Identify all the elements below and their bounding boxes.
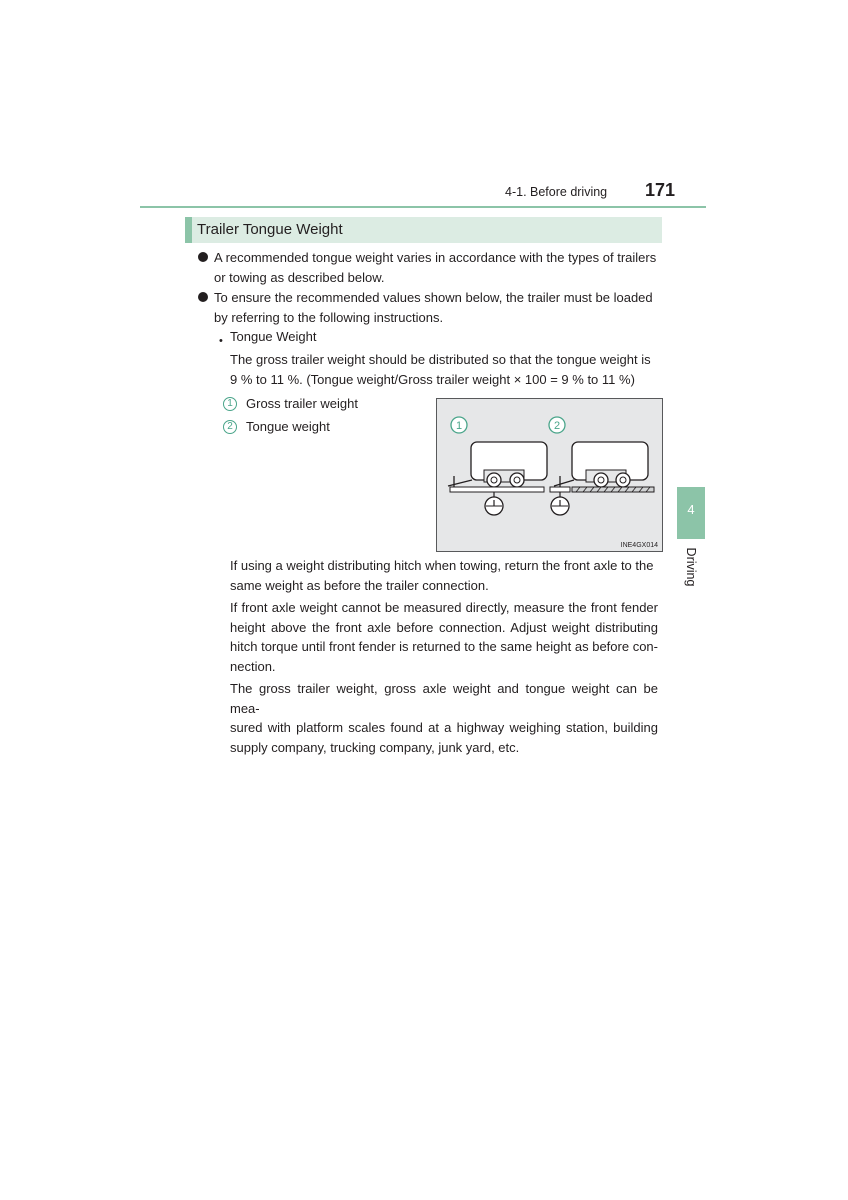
legend-label-gross-trailer-weight: Gross trailer weight xyxy=(246,396,358,411)
figure-marker-2 xyxy=(549,417,565,433)
chapter-number: 4 xyxy=(687,502,695,517)
header-divider xyxy=(140,206,706,208)
chapter-tab xyxy=(677,487,705,539)
text-line: supply company, trucking company, junk yard, etc. xyxy=(230,739,520,755)
figure-marker-1-text: 1 xyxy=(455,420,463,432)
sub-bullet-icon: • xyxy=(219,335,223,347)
paragraph-front-axle-measurement xyxy=(230,598,658,676)
text-line: If front axle weight cannot be measured directly, measure the front fender xyxy=(230,600,658,615)
bullet-text xyxy=(214,248,658,287)
text-line: sured with platform scales found at a highway weighing station, building xyxy=(230,720,658,735)
text-line: by referring to the following instructions. xyxy=(214,309,444,325)
text-line: height above the front axle before connection. Adjust weight distributing xyxy=(230,619,658,635)
legend-label-tongue-weight: Tongue weight xyxy=(246,419,330,434)
figure-code: INE4GX014 xyxy=(620,542,658,549)
trailer-weight-illustration xyxy=(436,398,663,552)
text-line: The gross trailer weight should be distributed so that the tongue weight is xyxy=(230,352,651,367)
section-heading xyxy=(185,217,662,243)
bullet-text xyxy=(214,288,658,327)
text-line: A recommended tongue weight varies in accordance with the types of trailers xyxy=(214,250,657,265)
page-number: 171 xyxy=(645,180,676,200)
text-line: same weight as before the trailer connection. xyxy=(230,577,489,593)
text-line: hitch torque until front fender is returned to the same height as before con- xyxy=(230,639,658,654)
text-line: To ensure the recommended values shown below, the trailer must be loaded xyxy=(214,290,653,305)
text-line: nection. xyxy=(230,658,276,674)
text-line: If using a weight distributing hitch when towing, return the front axle to the xyxy=(230,558,654,573)
paragraph-weight-distributing-hitch xyxy=(230,556,658,595)
bullet-icon xyxy=(198,292,208,302)
figure-marker-1 xyxy=(451,417,467,433)
legend-number-2: 2 xyxy=(223,420,237,434)
text-line: 9 % to 11 %. (Tongue weight/Gross trailer weight × 100 = 9 % to 11 %) xyxy=(230,371,635,387)
text-line: The gross trailer weight, gross axle weight and tongue weight can be mea- xyxy=(230,681,658,716)
figure-marker-2-text: 2 xyxy=(553,420,561,432)
sub-item-text xyxy=(230,350,658,389)
legend-number-1: 1 xyxy=(223,397,237,411)
chapter-label: Driving xyxy=(684,547,698,587)
text-line: or towing as described below. xyxy=(214,269,385,285)
paragraph-platform-scales xyxy=(230,679,658,757)
section-title: Trailer Tongue Weight xyxy=(197,221,343,238)
bullet-icon xyxy=(198,252,208,262)
sub-item-title: Tongue Weight xyxy=(230,329,317,344)
header-section-title: 4-1. Before driving xyxy=(505,185,608,199)
